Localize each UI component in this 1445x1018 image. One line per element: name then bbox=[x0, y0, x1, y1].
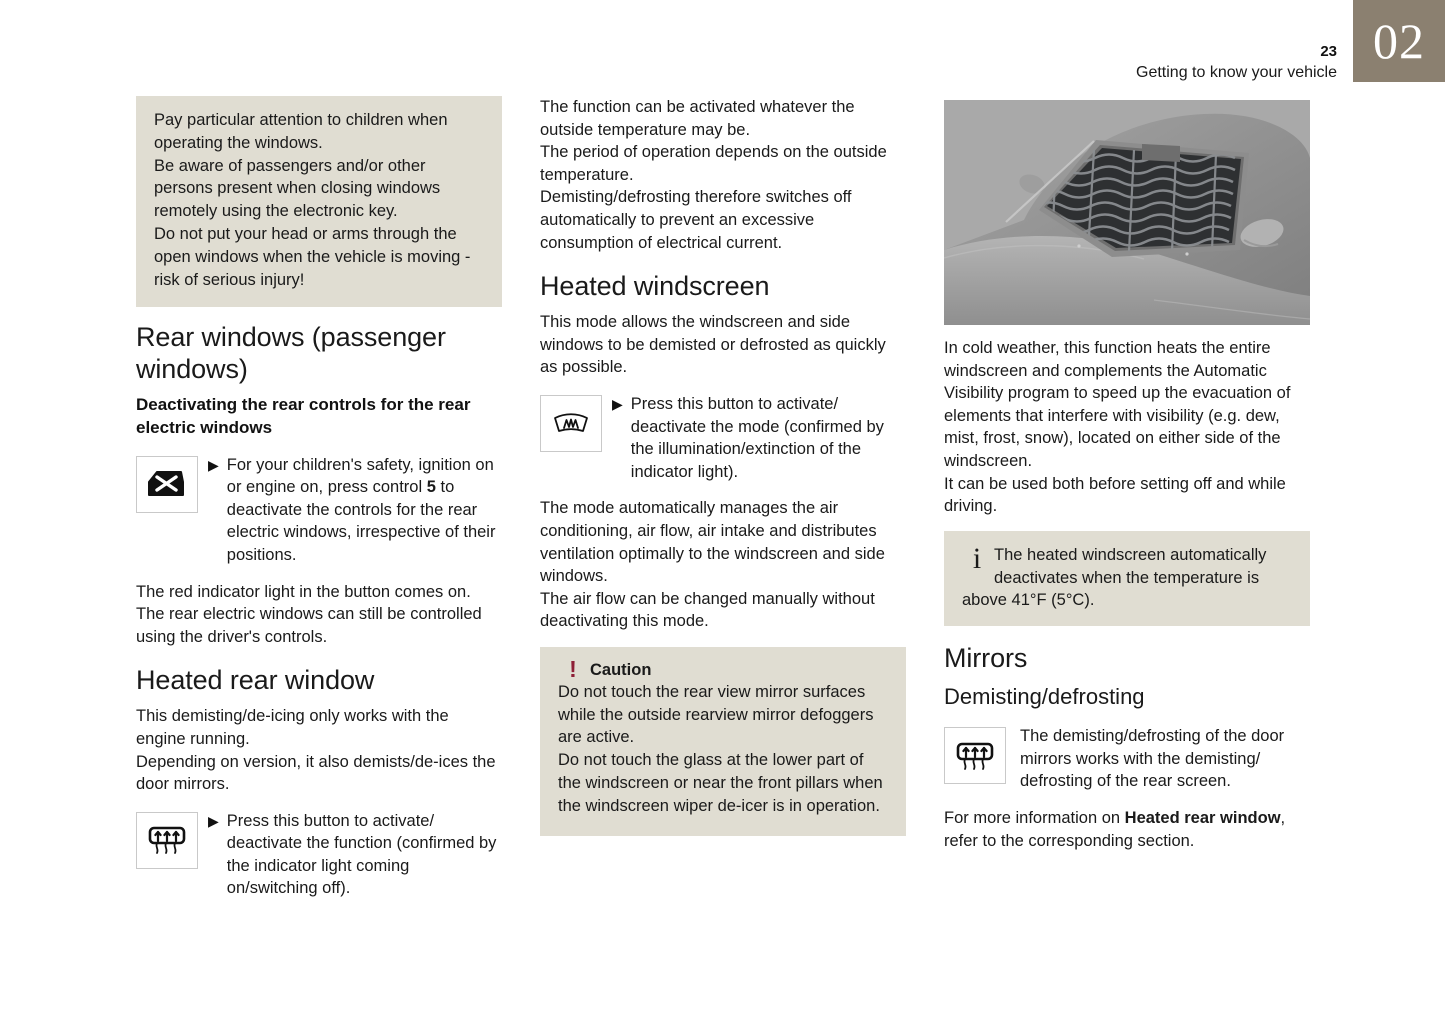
mirror-demist-instruction bbox=[944, 725, 1310, 793]
information-icon: i bbox=[972, 541, 982, 575]
caution-box-text: Do not touch the rear view mirror surfaces while the outside rearview mirror defoggers are active. Do not touch the glass at the lower part of the windscreen or near the front pillars when the windscreen wiper de-icer is in operation. bbox=[558, 682, 883, 815]
paragraph-demisting-deicing: This demisting/de-icing only works with the engine running. Depending on version, it also demists/de-ices the door mirrors. bbox=[136, 707, 496, 794]
paragraph-mode-manages: The mode automatically manages the air conditioning, air flow, air intake and distributes ventilation optimally to the windscreen and side windows. The air flow can be changed manually without deactivating this mode. bbox=[540, 499, 885, 631]
paragraph-mode-allows: This mode allows the windscreen and side windows to be demisted or defrosted as quickly as possible. bbox=[540, 313, 886, 377]
more-info-text-part1: For more information on bbox=[944, 808, 1125, 827]
info-box-text: The heated windscreen automatically deactivates when the temperature is above 41°F (5°C). bbox=[962, 545, 1267, 610]
windscreen-illustration bbox=[944, 100, 1310, 325]
caution-exclamation-icon: ! bbox=[569, 655, 577, 682]
rear-lockout-text bbox=[227, 454, 502, 567]
more-info-reference: Heated rear window bbox=[1124, 808, 1281, 827]
rear-lockout-control-number: 5 bbox=[426, 478, 436, 497]
page-header bbox=[1136, 44, 1337, 81]
bullet-arrow-icon: ▶ bbox=[208, 812, 219, 829]
heading-heated-windscreen: Heated windscreen bbox=[540, 271, 770, 302]
rear-window-lockout-icon bbox=[136, 456, 198, 513]
caution-title: Caution bbox=[590, 660, 652, 679]
caution-box bbox=[540, 647, 906, 836]
page-content bbox=[136, 96, 1311, 986]
subheading-demisting-defrosting: Demisting/defrosting bbox=[944, 684, 1145, 710]
paragraph-cold-weather: In cold weather, this function heats the entire windscreen and complements the Automatic Visibility program to speed up the evacuation of elements that interfere with visibility (e.g. dew, mist, frost, snow), located on either side of the windscreen. It can be used both before setting off and while driving. bbox=[944, 339, 1291, 516]
heated-windscreen-instruction bbox=[540, 393, 906, 483]
rear-lockout-text-part2: to deactivate the controls for the rear electric windows, irrespective of their positions. bbox=[226, 478, 496, 564]
section-title: Getting to know your vehicle bbox=[1136, 63, 1337, 81]
rear-lockout-instruction bbox=[136, 454, 502, 567]
heated-rear-window-text: Press this button to activate/ deactivate the function (confirmed by the indicator light coming on/switching off). bbox=[226, 811, 497, 898]
bullet-arrow-icon: ▶ bbox=[208, 456, 219, 473]
heading-mirrors: Mirrors bbox=[944, 643, 1028, 674]
column-2 bbox=[540, 96, 906, 986]
heated-windscreen-text: Press this button to activate/ deactivate the mode (confirmed by the illumination/extinction of the indicator light). bbox=[630, 394, 884, 481]
info-box bbox=[944, 531, 1310, 626]
subheading-deactivating-rear-controls: Deactivating the rear controls for the rear electric windows bbox=[136, 395, 471, 437]
paragraph-more-information bbox=[944, 807, 1310, 852]
mirror-demist-text: The demisting/defrosting of the door mirrors works with the demisting/ defrosting of the rear screen. bbox=[1020, 727, 1285, 791]
rear-lockout-text-part1: For your children's safety, ignition on or engine on, press control bbox=[226, 455, 494, 497]
paragraph-function-activation: The function can be activated whatever the outside temperature may be. The period of operation depends on the outside temperature. Demisting/defrosting therefore switches off automatically to prevent an excessive consumption of electrical current. bbox=[540, 98, 887, 252]
warning-box-text: Pay particular attention to children when operating the windows. Be aware of passengers and/or other persons present when closing windows remotely using the electronic key. Do not put your head or arms through the open windows when the vehicle is moving - risk of serious injury! bbox=[154, 111, 471, 289]
caution-box-body bbox=[558, 655, 890, 818]
column-1 bbox=[136, 96, 502, 986]
heated-rear-window-instruction bbox=[136, 810, 502, 900]
chapter-number: 02 bbox=[1373, 13, 1425, 69]
heading-heated-rear-window: Heated rear window bbox=[136, 665, 375, 696]
warning-box bbox=[136, 96, 502, 307]
heated-rear-window-icon bbox=[136, 812, 198, 869]
more-info-text-part2: , refer to the corresponding section. bbox=[944, 808, 1286, 850]
bullet-arrow-icon: ▶ bbox=[612, 395, 623, 412]
heated-windscreen-icon bbox=[540, 395, 602, 452]
heated-door-mirror-icon bbox=[944, 727, 1006, 784]
heading-rear-windows: Rear windows (passenger windows) bbox=[136, 322, 446, 385]
column-3 bbox=[944, 96, 1310, 986]
page-number: 23 bbox=[1320, 43, 1337, 60]
paragraph-red-indicator: The red indicator light in the button comes on. The rear electric windows can still be controlled using the driver's controls. bbox=[136, 582, 482, 646]
chapter-tab bbox=[1353, 0, 1445, 82]
